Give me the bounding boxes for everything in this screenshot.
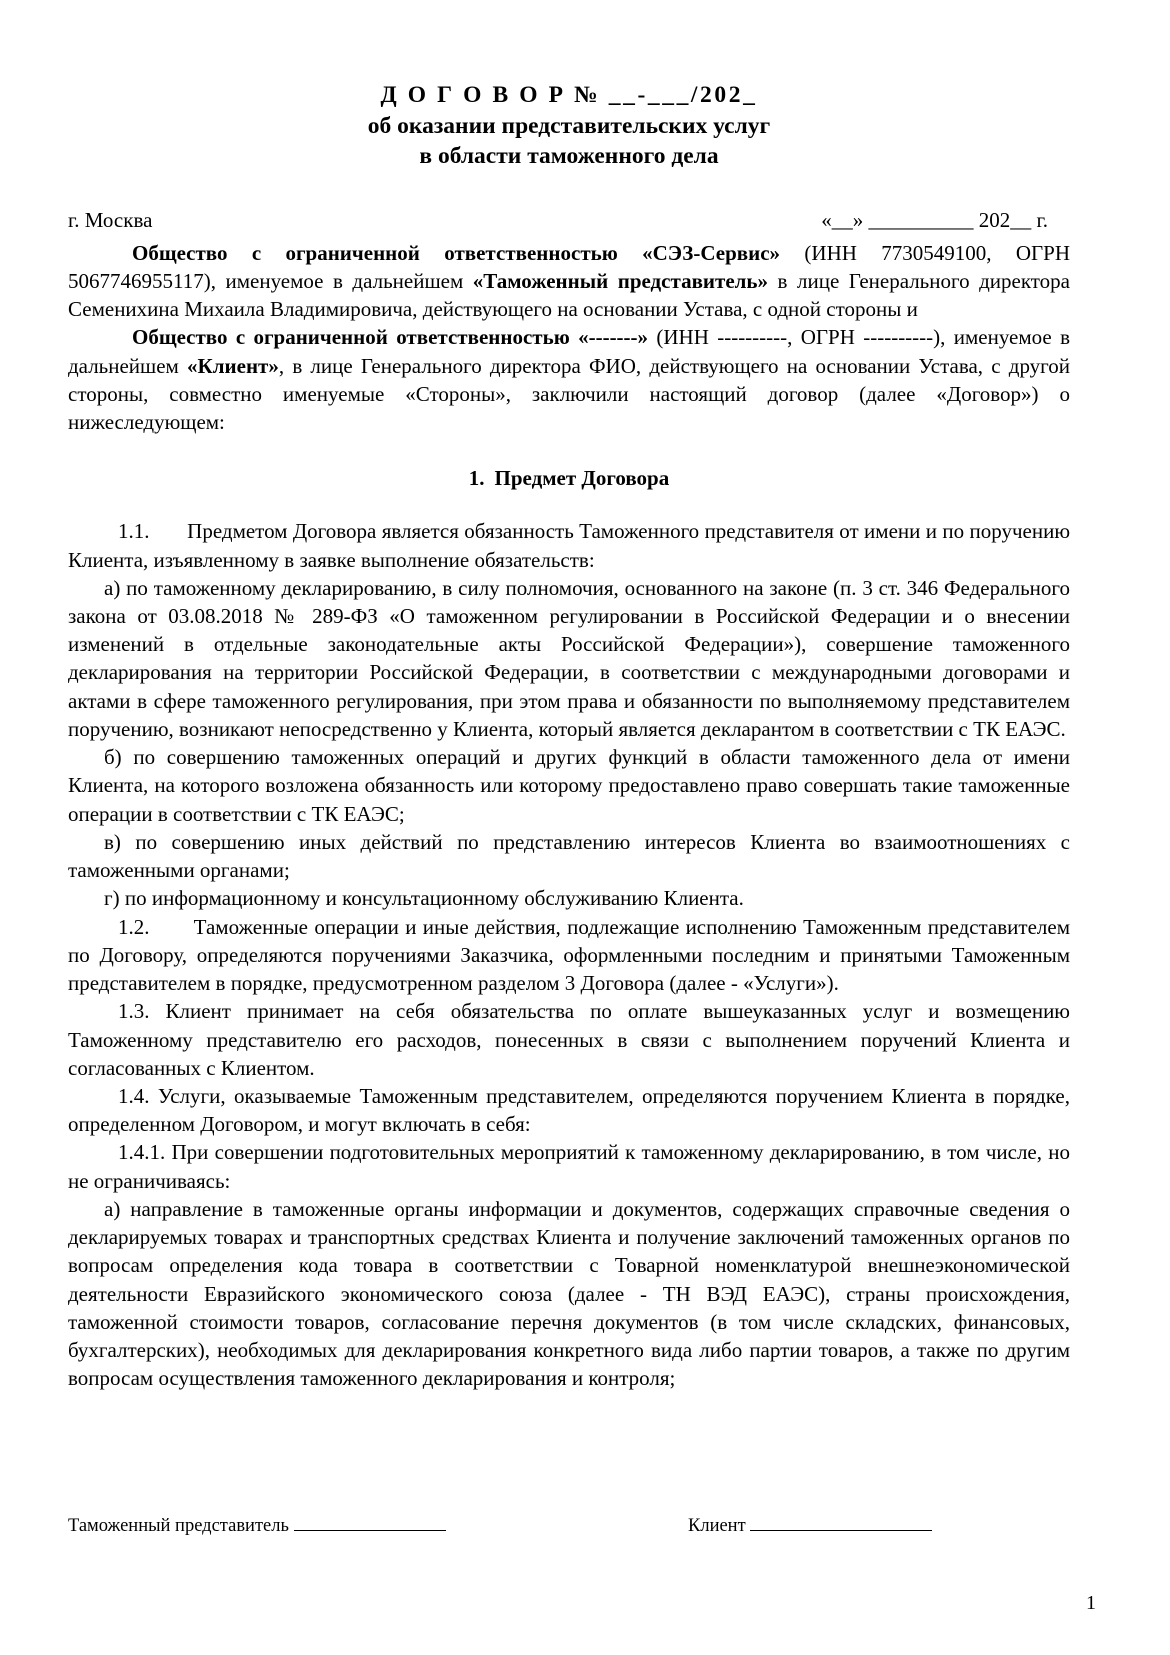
preamble-paragraph-client	[68, 323, 1070, 436]
clause-1-2-number: 1.2.	[118, 914, 150, 939]
page-title: Д О Г О В О Р № __-___/202_	[380, 82, 758, 108]
clause-1-1-number: 1.1.	[118, 519, 150, 544]
signature-representative-label: Таможенный представитель	[68, 1516, 289, 1536]
clause-1-4-1: 1.4.1. При совершении подготовительных мероприятий к таможенному декларированию, в том числе, но не ограничиваясь:	[68, 1140, 1070, 1193]
client-details-1: (ИНН ----------, ОГРН ----------), именуемое в дальнейшем	[68, 325, 1070, 378]
clause-1-2	[68, 913, 1070, 998]
signature-representative	[68, 1516, 688, 1537]
representative-company-name: Общество с ограниченной ответственностью «СЭЗ-Сервис»	[132, 240, 781, 265]
section-1-heading	[68, 466, 1070, 491]
preamble-paragraph-representative	[68, 239, 1070, 324]
title-subline-1: об оказании представительских услуг	[367, 112, 771, 139]
city-and-date-row	[68, 208, 1070, 233]
client-details-2: , в лице Генерального директора ФИО, действующего на основании Устава, с другой стороны, совместно именуемые «Стороны», заключили настоящий договор (далее «Договор») о нижеследующем:	[68, 353, 1070, 435]
document-title-block	[68, 80, 1070, 172]
representative-term: «Таможенный представитель»	[472, 268, 769, 293]
clause-1-1-item-a: а) по таможенному декларированию, в силу полномочия, основанного на законе (п. 3 ст. 346 Федерального закона от 03.08.2018 № 289-ФЗ «О таможенном регулировании в Российской Федерации и о внесении изменений в отдельные законодательные акты Российской Федерации»), совершение таможенного декларирования на территории Российской Федерации, в соответствии с международными договорами и актами в сфере таможенного регулирования, при этом права и обязанности по выполняемому представителем поручению, возникают непосредственно у Клиента, который является декларантом в соответствии с ТК ЕАЭС.	[68, 575, 1070, 741]
date-placeholder: «__» __________ 202__ г.	[821, 207, 1048, 232]
section-1-number: 1.	[468, 466, 485, 491]
section-1-title: Предмет Договора	[494, 466, 670, 491]
signature-representative-line[interactable]	[294, 1530, 446, 1531]
signature-client-label: Клиент	[688, 1516, 746, 1536]
client-term: «Клиент»	[187, 353, 279, 378]
client-company-name: Общество с ограниченной ответственностью «-------»	[132, 325, 649, 350]
representative-details-1: (ИНН 7730549100, ОГРН 5067746955117), именуемое в дальнейшем	[68, 240, 1071, 293]
representative-details-2: в лице Генерального директора Семенихина Михаила Владимировича, действующего на основании Устава, с одной стороны и	[68, 268, 1070, 322]
clause-1-4: 1.4. Услуги, оказываемые Таможенным представителем, определяются поручением Клиента в порядке, определенном Договором, и могут включать в себя:	[68, 1083, 1070, 1137]
city-label: г. Москва	[68, 207, 153, 232]
clause-1-1-item-g: г) по информационному и консультационному обслуживанию Клиента.	[104, 886, 744, 911]
clause-1-2-text: Таможенные операции и иные действия, подлежащие исполнению Таможенным представителем по Договору, определяются поручениями Заказчика, оформленными последним и принятыми Таможенным представителем в порядке, предусмотренном разделом 3 Договора (далее - «Услуги»).	[68, 914, 1071, 996]
signature-footer	[68, 1516, 1070, 1537]
title-subline-2: в области таможенного дела	[419, 143, 719, 170]
signature-client-line[interactable]	[750, 1530, 932, 1531]
clause-1-4-1-item-a: а) направление в таможенные органы информации и документов, содержащих справочные сведения о декларируемых товарах и транспортных средствах Клиента и получение заключений таможенных органов по вопросам определения кода товара в соответствии с Товарной номенклатурой внешнеэкономической деятельности Евразийского экономического союза (далее - ТН ВЭД ЕАЭС), страны происхождения, таможенной стоимости товаров, согласование перечня документов (в том числе складских, финансовых, бухгалтерских), необходимых для декларирования конкретного вида либо партии товаров, а также по другим вопросам осуществления таможенного декларирования и контроля;	[68, 1196, 1070, 1391]
clause-1-1-item-b: б) по совершению таможенных операций и других функций в области таможенного дела от имени Клиента, на которого возложена обязанность или которому предоставлено право совершать такие таможенные операции в соответствии с ТК ЕАЭС;	[68, 745, 1070, 826]
clause-1-1-item-v: в) по совершению иных действий по представлению интересов Клиента во взаимоотношениях с таможенными органами;	[68, 829, 1070, 883]
signature-client	[688, 1516, 932, 1537]
clause-1-1-text: Предметом Договора является обязанность Таможенного представителя от имени и по поручению Клиента, изъявленному в заявке выполнение обязательств:	[68, 519, 1071, 572]
page-number: 1	[1086, 1592, 1096, 1614]
clause-1-3: 1.3. Клиент принимает на себя обязательства по оплате вышеуказанных услуг и возмещению Таможенному представителю его расходов, понесенных в связи с выполнением поручений Клиента и согласованных с Клиентом.	[68, 999, 1070, 1080]
clause-1-1	[68, 517, 1070, 573]
